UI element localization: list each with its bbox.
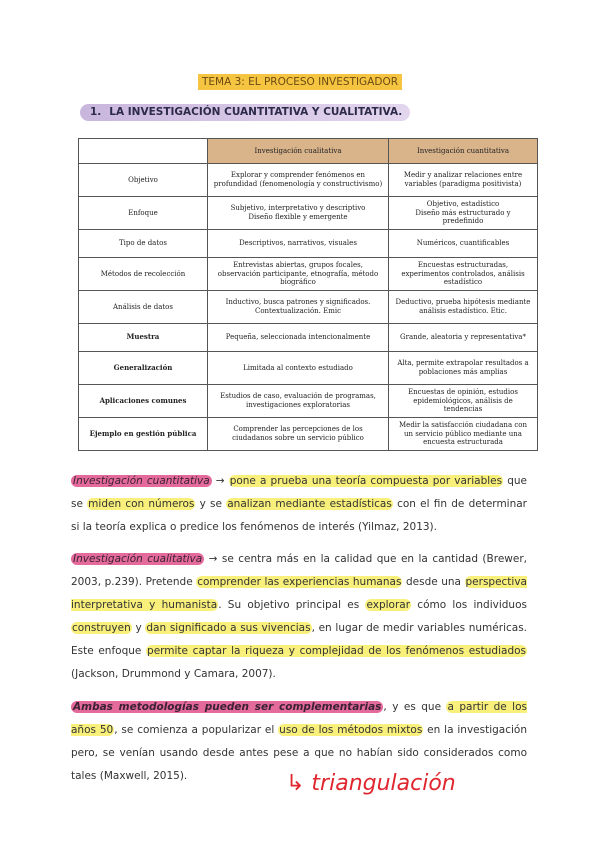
cell-qualitative: Comprender las percepciones de los ciudadanos sobre un servicio público	[208, 418, 389, 451]
text: en la investigación pero, se venían usando desde antes pese a que no habían sido considerados como tales (Maxwell, 2015).	[71, 724, 527, 782]
cell-quantitative: Objetivo, estadístico Diseño más estructurado y predefinido	[389, 197, 538, 230]
cell-qualitative: Limitada al contexto estudiado	[208, 352, 389, 385]
paragraph-qualitative	[71, 548, 527, 686]
section-label: LA INVESTIGACIÓN CUANTITATIVA Y CUALITATIVA.	[109, 106, 403, 118]
cell-qualitative: Pequeña, seleccionada intencionalmente	[208, 324, 389, 352]
cell-quantitative: Encuestas de opinión, estudios epidemiológicos, análisis de tendencias	[389, 385, 538, 418]
highlight: dan significado a sus vivencias	[146, 622, 311, 634]
table-header-row	[79, 139, 538, 164]
page-title-wrap	[0, 70, 600, 89]
cell-qualitative: Inductivo, busca patrones y significados. Contextualización. Emic	[208, 291, 389, 324]
table-row	[79, 258, 538, 291]
cell-quantitative: Medir la satisfacción ciudadana con un servicio público mediante una encuesta estructurada	[389, 418, 538, 451]
term-complementary: Ambas metodologías pueden ser complementarias	[73, 701, 382, 713]
row-label: Enfoque	[79, 197, 208, 230]
highlight: construyen	[72, 622, 131, 634]
table-row	[79, 164, 538, 197]
table-row	[79, 291, 538, 324]
table-row	[79, 418, 538, 451]
highlight: a partir de los años 50	[71, 701, 527, 736]
paragraph-quantitative	[71, 470, 527, 539]
cell-qualitative: Estudios de caso, evaluación de programas, investigaciones exploratorias	[208, 385, 389, 418]
highlight: explorar	[366, 599, 411, 611]
cell-qualitative: Descriptivos, narrativos, visuales	[208, 230, 389, 258]
term-qualitative: Investigación cualitativa	[73, 553, 203, 565]
text: . Su objetivo principal es	[218, 599, 366, 611]
row-label: Análisis de datos	[79, 291, 208, 324]
highlight: perspectiva interpretativa y humanista	[71, 576, 527, 611]
cell-quantitative: Numéricos, cuantificables	[389, 230, 538, 258]
cell-qualitative: Entrevistas abiertas, grupos focales, observación participante, etnografía, método biográfico	[208, 258, 389, 291]
section-heading	[80, 104, 410, 121]
table-header-qualitative: Investigación cualitativa	[208, 139, 389, 164]
cell-quantitative: Alta, permite extrapolar resultados a poblaciones más amplias	[389, 352, 538, 385]
highlight: uso de los métodos mixtos	[279, 724, 423, 736]
comparison-table	[78, 138, 538, 451]
row-label: Métodos de recolección	[79, 258, 208, 291]
text: y	[131, 622, 146, 634]
text: →	[211, 475, 229, 487]
table-row	[79, 352, 538, 385]
table-row	[79, 230, 538, 258]
highlight: permite captar la riqueza y complejidad de los fenómenos estudiados	[147, 645, 526, 657]
highlight: comprender las experiencias humanas	[197, 576, 402, 588]
cell-quantitative: Deductivo, prueba hipótesis mediante análisis estadístico. Etic.	[389, 291, 538, 324]
table-row	[79, 324, 538, 352]
row-label: Muestra	[79, 324, 208, 352]
text: y se	[195, 498, 227, 510]
handwritten-note	[284, 760, 484, 808]
text: que se	[71, 475, 527, 510]
text: , en lugar de medir variables numéricas. Este enfoque	[71, 622, 527, 657]
page-title: TEMA 3: EL PROCESO INVESTIGADOR	[198, 74, 402, 90]
text: desde una	[402, 576, 465, 588]
cell-quantitative: Medir y analizar relaciones entre variables (paradigma positivista)	[389, 164, 538, 197]
term-quantitative: Investigación cuantitativa	[73, 475, 210, 487]
text: , se comienza a popularizar el	[114, 724, 279, 736]
handwritten-text: ↳ triangulación	[286, 771, 456, 796]
table-header-quantitative: Investigación cuantitativa	[389, 139, 538, 164]
text: (Jackson, Drummond y Camara, 2007).	[71, 668, 276, 680]
cell-quantitative: Encuestas estructuradas, experimentos controlados, análisis estadístico	[389, 258, 538, 291]
table-header-blank	[79, 139, 208, 164]
highlight: analizan mediante estadísticas	[227, 498, 392, 510]
section-number: 1.	[90, 106, 102, 118]
row-label: Generalización	[79, 352, 208, 385]
text: , y es que	[383, 701, 447, 713]
text: cómo los individuos	[411, 599, 527, 611]
text: con el fin de determinar si la teoría explica o predice los fenómenos de interés (Yilmaz, 2013).	[71, 498, 527, 533]
highlight: pone a prueba una teoría compuesta por variables	[229, 475, 503, 487]
row-label: Ejemplo en gestión pública	[79, 418, 208, 451]
cell-qualitative: Explorar y comprender fenómenos en profundidad (fenomenología y constructivismo)	[208, 164, 389, 197]
table-row	[79, 385, 538, 418]
table-row	[79, 197, 538, 230]
row-label: Objetivo	[79, 164, 208, 197]
row-label: Tipo de datos	[79, 230, 208, 258]
cell-quantitative: Grande, aleatoria y representativa*	[389, 324, 538, 352]
cell-qualitative: Subjetivo, interpretativo y descriptivo Diseño flexible y emergente	[208, 197, 389, 230]
text: → se centra más en la calidad que en la cantidad (Brewer, 2003, p.239). Pretende	[71, 553, 527, 588]
highlight: miden con números	[88, 498, 195, 510]
row-label: Aplicaciones comunes	[79, 385, 208, 418]
